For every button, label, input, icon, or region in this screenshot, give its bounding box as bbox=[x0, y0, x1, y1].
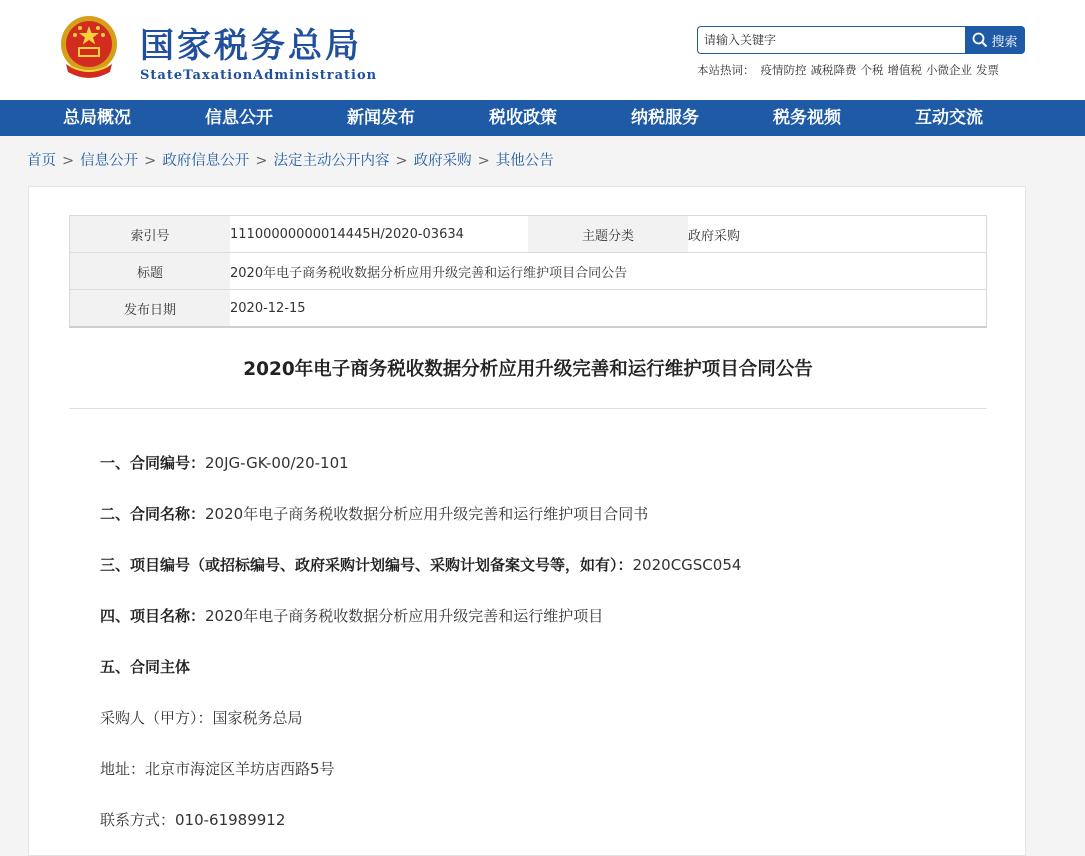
breadcrumb-separator: > bbox=[62, 153, 75, 169]
nav-item-taxpayer-service[interactable]: 纳税服务 bbox=[631, 108, 699, 128]
article-title: 2020年电子商务税收数据分析应用升级完善和运行维护项目合同公告 bbox=[243, 359, 813, 380]
hot-word[interactable]: 个税 bbox=[860, 63, 884, 77]
site-logo-english[interactable]: StateTaxationAdministration bbox=[140, 68, 378, 83]
metadata-row bbox=[70, 216, 987, 253]
site-logo-chinese[interactable]: 国家税务总局 bbox=[140, 26, 362, 66]
section-value: 2020年电子商务税收数据分析应用升级完善和运行维护项目 bbox=[205, 607, 604, 625]
breadcrumb-separator: > bbox=[395, 153, 408, 169]
breadcrumb-home[interactable]: 首页 bbox=[27, 153, 56, 169]
title-value: 2020年电子商务税收数据分析应用升级完善和运行维护项目合同公告 bbox=[230, 253, 987, 290]
breadcrumb-statutory-content[interactable]: 法定主动公开内容 bbox=[273, 153, 390, 169]
nav-item-news[interactable]: 新闻发布 bbox=[347, 108, 415, 128]
breadcrumb-separator: > bbox=[144, 153, 157, 169]
content-card bbox=[28, 186, 1026, 856]
article-section bbox=[100, 503, 648, 525]
section-label: 四、项目名称： bbox=[100, 607, 206, 625]
breadcrumb-info-disclosure[interactable]: 信息公开 bbox=[80, 153, 139, 169]
breadcrumb bbox=[27, 151, 554, 171]
hot-word[interactable]: 增值税 bbox=[887, 63, 922, 77]
main-nav bbox=[0, 100, 1085, 136]
metadata-row bbox=[70, 253, 987, 290]
hot-word[interactable]: 疫情防控 bbox=[760, 63, 807, 77]
nav-item-info-disclosure[interactable]: 信息公开 bbox=[205, 108, 273, 128]
section-label: 三、项目编号（或招标编号、政府采购计划编号、采购计划备案文号等，如有）： bbox=[100, 556, 633, 574]
section-value: 20JG-GK-00/20-101 bbox=[205, 454, 349, 472]
article-section bbox=[100, 605, 603, 627]
section-value: 2020CGSC054 bbox=[632, 556, 742, 574]
hot-words bbox=[697, 63, 1003, 77]
article-line: 联系方式：010-61989912 bbox=[100, 811, 286, 829]
nav-item-overview[interactable]: 总局概况 bbox=[63, 108, 131, 128]
breadcrumb-other-notices[interactable]: 其他公告 bbox=[495, 153, 554, 169]
breadcrumb-gov-info[interactable]: 政府信息公开 bbox=[162, 153, 250, 169]
national-emblem-icon bbox=[58, 14, 120, 82]
title-divider bbox=[69, 408, 987, 409]
nav-item-interaction[interactable]: 互动交流 bbox=[915, 108, 983, 128]
index-label: 索引号 bbox=[70, 216, 231, 253]
search-icon bbox=[972, 32, 988, 48]
hot-word[interactable]: 发票 bbox=[976, 63, 999, 77]
search-input[interactable] bbox=[698, 27, 960, 53]
nav-item-video[interactable]: 税务视频 bbox=[773, 108, 841, 128]
search-button-label: 搜索 bbox=[991, 34, 1018, 50]
topic-value: 政府采购 bbox=[688, 216, 987, 253]
article-line: 采购人（甲方）：国家税务总局 bbox=[100, 709, 303, 727]
section-label: 二、合同名称： bbox=[100, 505, 206, 523]
search-box bbox=[697, 26, 965, 54]
section-label: 五、合同主体 bbox=[100, 658, 191, 676]
site-header bbox=[0, 0, 1085, 100]
breadcrumb-separator: > bbox=[477, 153, 490, 169]
hot-words-label: 本站热词： bbox=[697, 63, 755, 77]
title-label: 标题 bbox=[70, 253, 231, 290]
article-line: 地址：北京市海淀区羊坊店西路5号 bbox=[100, 760, 335, 778]
metadata-row bbox=[70, 290, 987, 328]
hot-word[interactable]: 小微企业 bbox=[926, 63, 972, 77]
metadata-table bbox=[69, 215, 987, 328]
article-section bbox=[100, 656, 190, 678]
date-label: 发布日期 bbox=[70, 290, 231, 328]
article-section bbox=[100, 452, 349, 474]
section-label: 一、合同编号： bbox=[100, 454, 206, 472]
section-value: 2020年电子商务税收数据分析应用升级完善和运行维护项目合同书 bbox=[205, 505, 649, 523]
hot-word[interactable]: 减税降费 bbox=[810, 63, 857, 77]
date-value: 2020-12-15 bbox=[230, 290, 987, 328]
topic-label: 主题分类 bbox=[528, 216, 688, 253]
search-button[interactable] bbox=[965, 26, 1025, 54]
nav-item-tax-policy[interactable]: 税收政策 bbox=[489, 108, 557, 128]
breadcrumb-procurement[interactable]: 政府采购 bbox=[413, 153, 472, 169]
article-section bbox=[100, 554, 741, 576]
index-value: 11100000000014445H/2020-03634 bbox=[230, 216, 528, 253]
breadcrumb-separator: > bbox=[255, 153, 268, 169]
